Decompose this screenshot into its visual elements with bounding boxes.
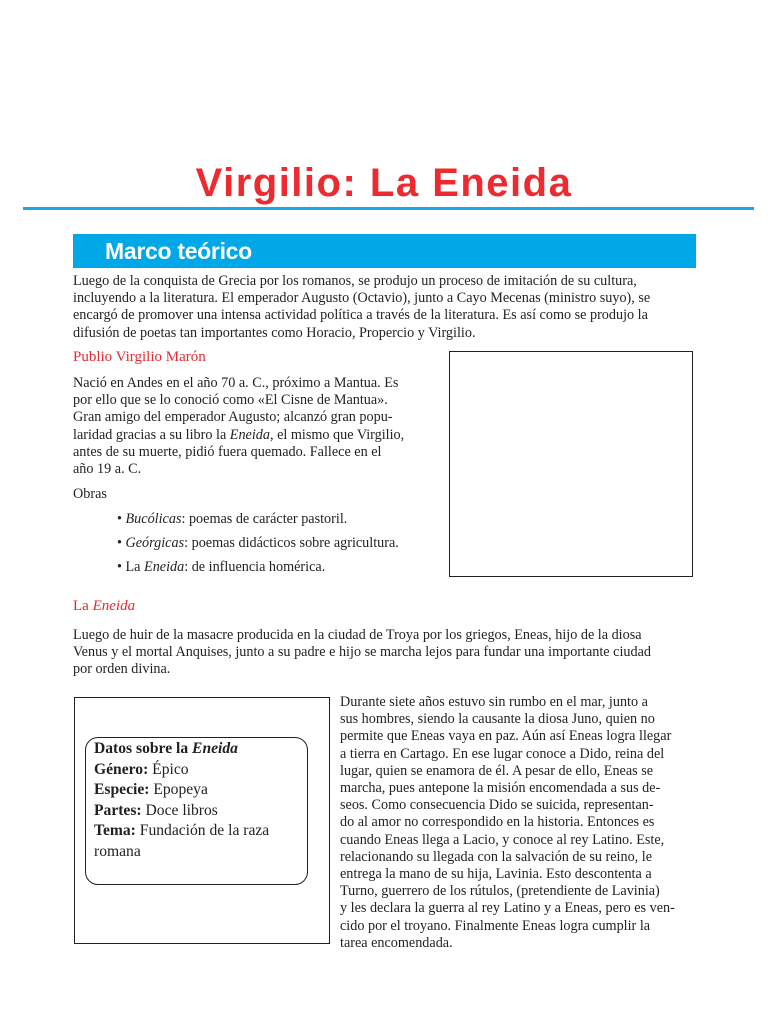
facts-title-prefix: Datos sobre la — [94, 740, 193, 757]
works-item — [117, 535, 399, 552]
heading-prefix: La — [73, 598, 93, 614]
fact-value: romana — [94, 842, 141, 860]
author-bio — [73, 375, 425, 478]
text-line: y les declara la guerra al rey Latino y a Eneas, pero es ven- — [340, 900, 675, 917]
text-line: por ello que se lo conoció como «El Cisne de Mantua». — [73, 392, 388, 409]
text-line: cido por el troyano. Finalmente Eneas logra cumplir la — [340, 917, 651, 934]
works-label: Obras — [73, 486, 107, 502]
text-line: lugar, quien se enamora de él. A pesar de ello, Eneas se — [340, 762, 654, 779]
text-line: incluyendo a la literatura. El emperador Augusto (Octavio), junto a Cayo Mecenas (ministro suyo), se — [73, 290, 651, 307]
fact-partes — [94, 801, 299, 822]
works-item — [117, 511, 347, 528]
facts-box — [85, 737, 308, 885]
title-divider — [23, 207, 754, 210]
work-title: Geórgicas — [125, 535, 185, 551]
facts-title — [94, 739, 299, 760]
eneida-paragraph — [73, 627, 695, 679]
bullet: • — [117, 535, 122, 551]
fact-label: Tema: — [94, 822, 136, 840]
work-description: : poemas de carácter pastoril. — [181, 511, 348, 527]
text-line: marcha, pues antepone la misión encomendada a sus de- — [340, 780, 661, 797]
text-line: encargó de promover una intensa actividad política a través de la literatura. Es así como se produjo la — [73, 307, 648, 324]
italic-title: Eneida — [229, 426, 270, 443]
text-line: do al amor no correspondido en la historia. Entonces es — [340, 814, 655, 831]
image-placeholder-box — [449, 351, 693, 577]
work-title: Eneida — [144, 559, 185, 575]
text-line: Gran amigo del emperador Augusto; alcanzó gran popu- — [73, 409, 393, 426]
bullet: • — [117, 511, 122, 527]
text-line: laridad gracias a su libro la — [73, 426, 230, 443]
page-title: Virgilio: La Eneida — [195, 161, 573, 205]
text-line: Nació en Andes en el año 70 a. C., próximo a Mantua. Es — [73, 375, 399, 391]
intro-paragraph — [73, 273, 695, 342]
eneida-story-column — [340, 694, 692, 952]
bullet: • — [117, 559, 122, 575]
heading-italic: Eneida — [92, 598, 136, 614]
work-description: : poemas didácticos sobre agricultura. — [184, 535, 399, 551]
fact-label: Género: — [94, 760, 149, 778]
facts-title-italic: Eneida — [192, 740, 238, 757]
fact-especie — [94, 780, 299, 801]
text-line: antes de su muerte, pidió fuera quemado. Fallece en el — [73, 443, 382, 460]
text-line: permite que Eneas vaya en paz. Aún así Eneas logra llegar — [340, 728, 672, 745]
text-line: entrega la mano de su hija, Lavinia. Esto descontenta a — [340, 866, 652, 883]
text-line: Durante siete años estuvo sin rumbo en el mar, junto a — [340, 694, 648, 710]
fact-value: Doce libros — [141, 801, 218, 819]
works-item — [117, 559, 325, 576]
work-prefix: La — [125, 559, 145, 575]
fact-value: Épico — [148, 760, 189, 778]
text-line: año 19 a. C. — [73, 461, 142, 478]
text-line: Luego de huir de la masacre producida en la ciudad de Troya por los griegos, Eneas, hijo de la diosa — [73, 627, 642, 643]
work-title: Bucólicas — [125, 511, 182, 527]
section-banner — [73, 234, 696, 268]
fact-genero — [94, 760, 299, 781]
author-heading: Publio Virgilio Marón — [73, 349, 206, 365]
eneida-heading — [73, 597, 135, 615]
text-line: difusión de poetas tan importantes como Horacio, Propercio y Virgilio. — [73, 324, 476, 341]
text-line: cuando Eneas llega a Lacio, y conoce al rey Latino. Este, — [340, 831, 665, 848]
fact-value: Fundación de la raza — [135, 822, 270, 840]
text-line: seos. Como consecuencia Dido se suicida, representan- — [340, 797, 654, 814]
fact-label: Especie: — [94, 781, 150, 799]
section-banner-label: Marco teórico — [105, 238, 252, 264]
fact-tema — [94, 821, 299, 862]
fact-value: Epopeya — [149, 781, 208, 799]
text-line: por orden divina. — [73, 661, 171, 678]
text-line: Luego de la conquista de Grecia por los romanos, se produjo un proceso de imitación de su cultura, — [73, 273, 637, 289]
text-line: Venus y el mortal Anquises, junto a su padre e hijo se marcha lejos para fundar una importante ciudad — [73, 644, 651, 661]
work-description: : de influencia homérica. — [184, 559, 326, 575]
text-line: relacionando su llegada con la salvación de su reino, le — [340, 848, 653, 865]
text-line: , el mismo que Virgilio, — [269, 426, 405, 443]
text-line: a tierra en Cartago. En ese lugar conoce a Dido, reina del — [340, 745, 665, 762]
text-line: Turno, guerrero de los rútulos, (pretendiente de Lavinia) — [340, 883, 660, 900]
text-line: tarea encomendada. — [340, 934, 453, 951]
text-line: sus hombres, siendo la causante la diosa Juno, quien no — [340, 711, 655, 728]
fact-label: Partes: — [94, 801, 142, 819]
